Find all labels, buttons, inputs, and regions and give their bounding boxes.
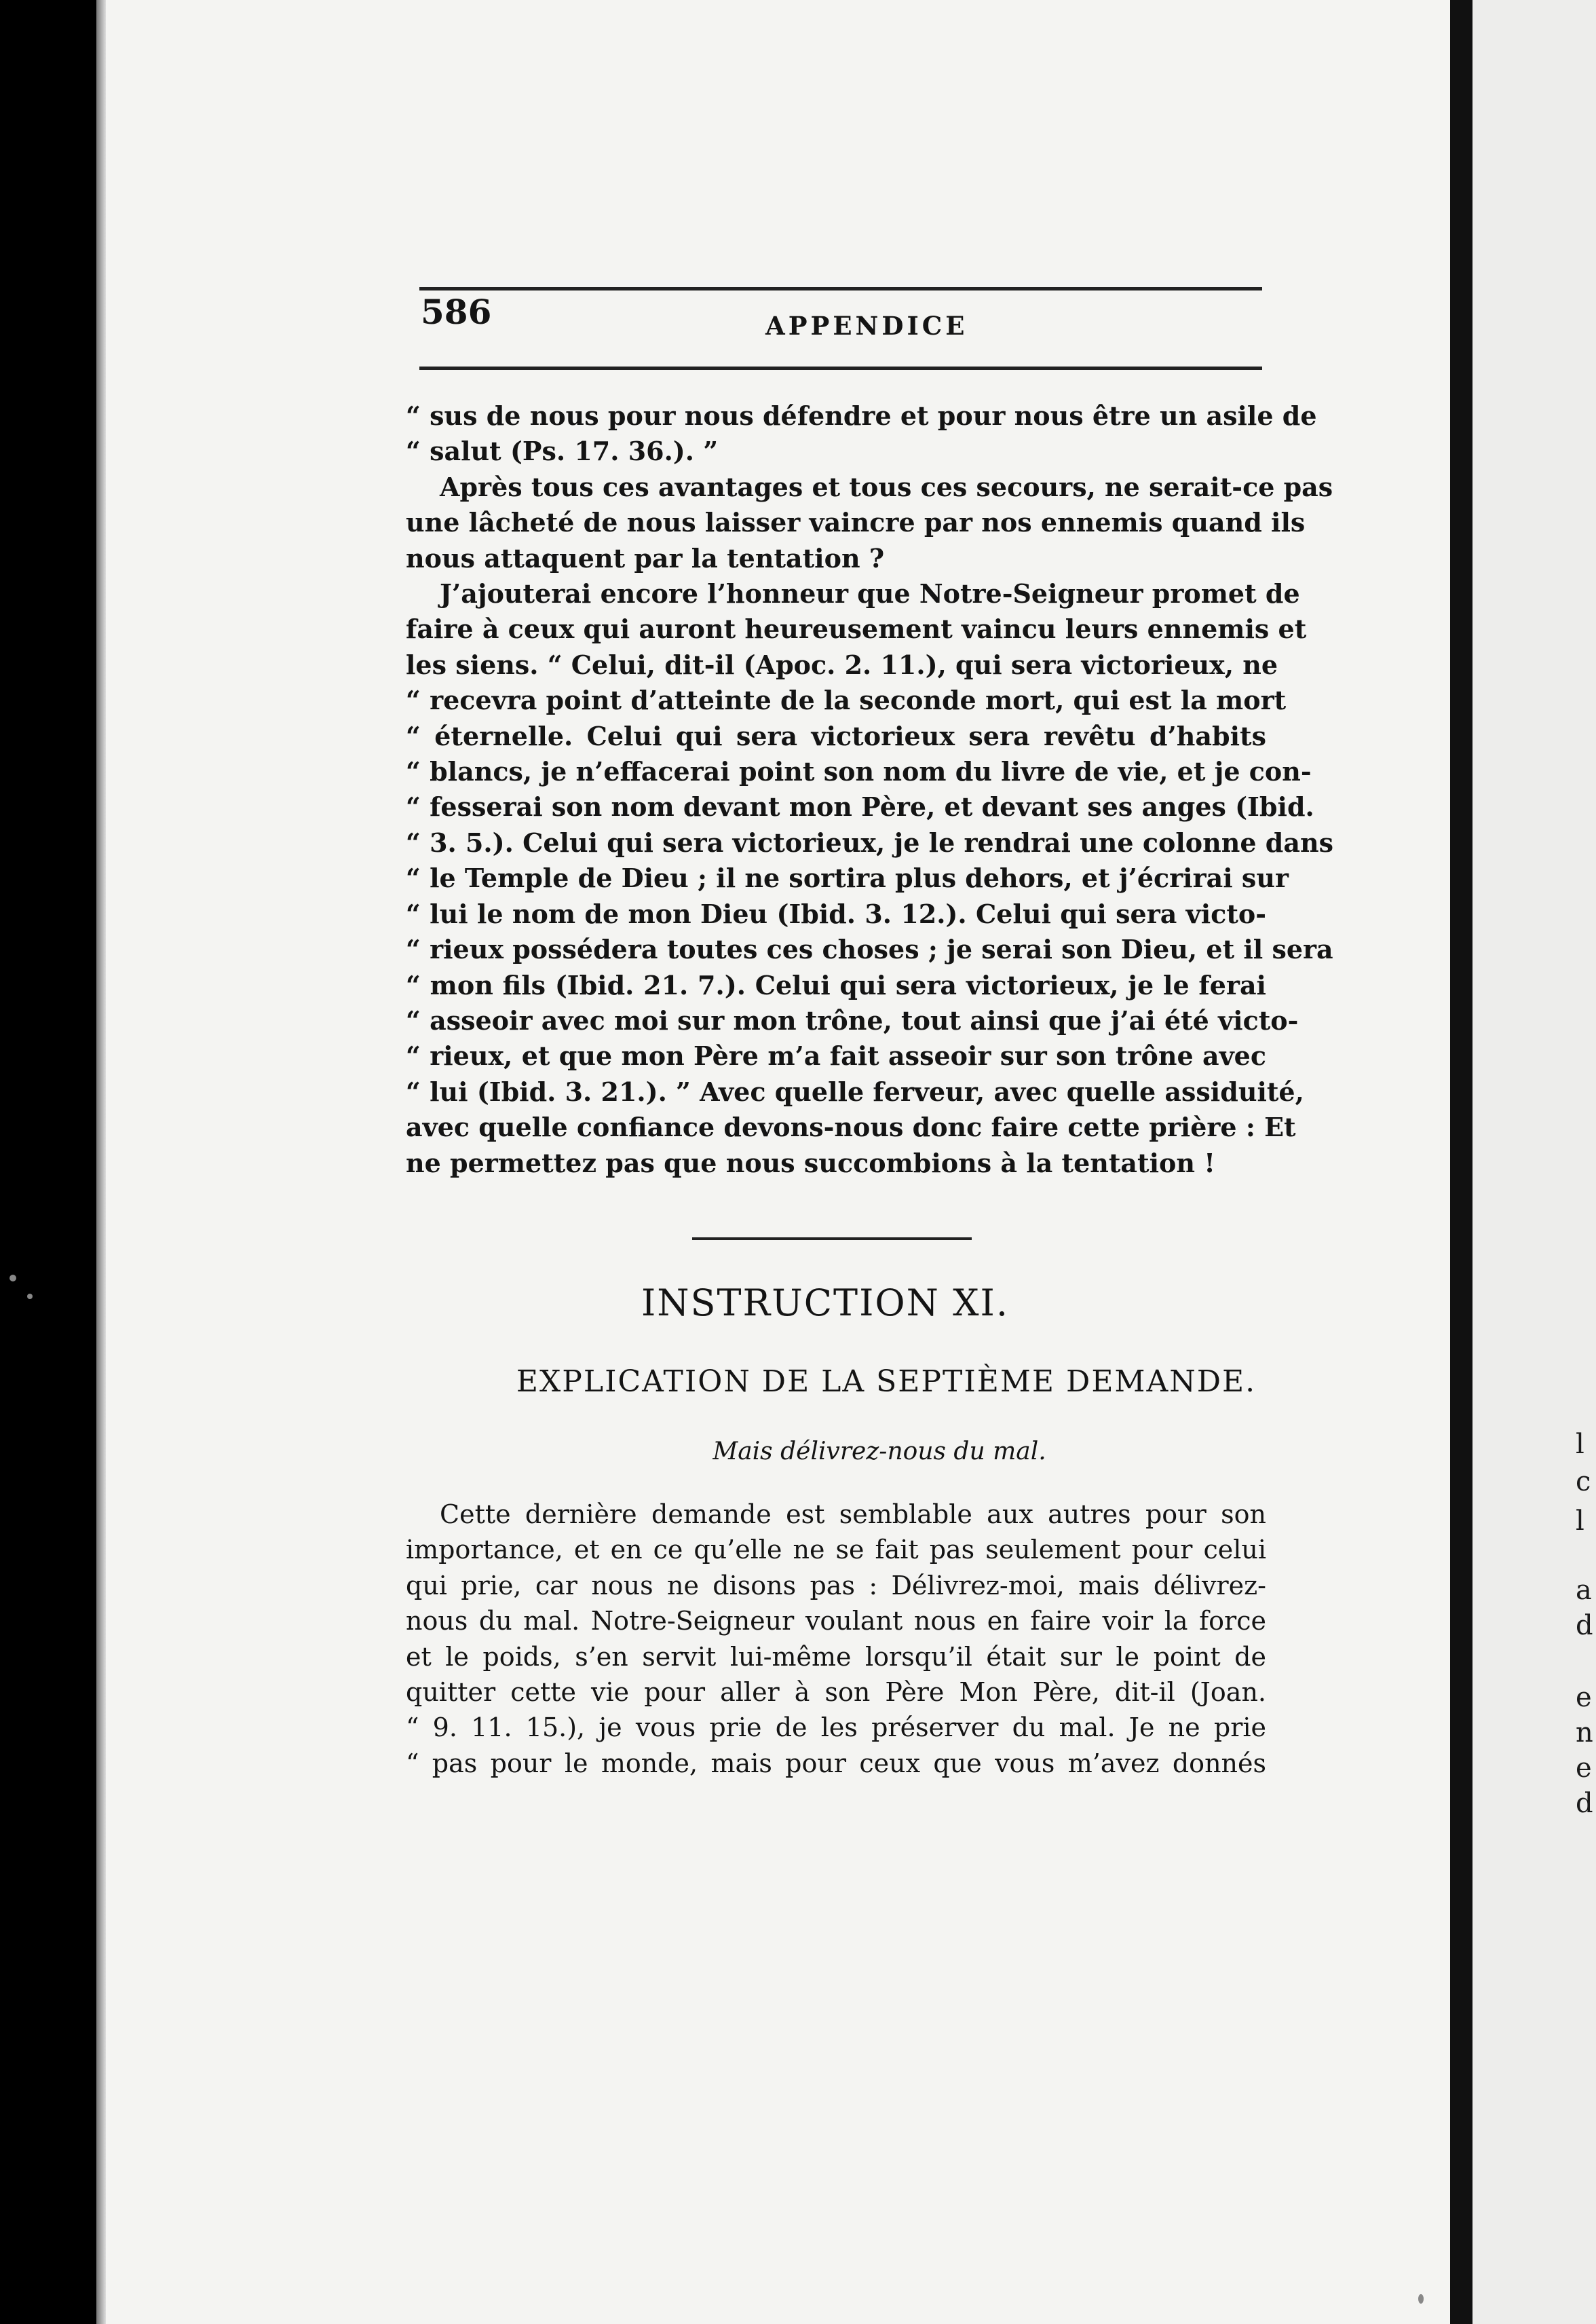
text-line: Cette dernière demande est semblable aux autres pour son [440, 1499, 1266, 1529]
text-line: “ salut (Ps. 17. 36.). ” [406, 436, 719, 467]
upper-paragraphs [406, 398, 1333, 1181]
text-line: “ recevra point d’atteinte de la seconde mort, qui est la mort [406, 685, 1287, 716]
adjacent-page-edge [1472, 0, 1596, 2324]
text-line: “ asseoir avec moi sur mon trône, tout ainsi que j’ai été victo- [406, 1005, 1299, 1036]
text-line: “ rieux possédera toutes ces choses ; je serai son Dieu, et il sera [406, 934, 1333, 965]
adjacent-page-fragment: e [1576, 1682, 1592, 1713]
text-line: “ blancs, je n’effacerai point son nom du livre de vie, et je con- [406, 756, 1312, 787]
adjacent-page-fragment: a [1576, 1575, 1592, 1606]
text-line: les siens. “ Celui, dit-il (Apoc. 2. 11.), qui sera victorieux, ne [406, 649, 1278, 680]
page-edge-shadow [96, 0, 106, 2324]
text-line: faire à ceux qui auront heureusement vaincu leurs ennemis et [406, 614, 1307, 645]
text-line: avec quelle confiance devons-nous donc faire cette prière : Et [406, 1112, 1296, 1143]
text-line: “ rieux, et que mon Père m’a fait asseoir sur son trône avec [406, 1041, 1266, 1072]
text-line: qui prie, car nous ne disons pas : Délivrez-moi, mais délivrez- [406, 1570, 1266, 1600]
scan-speck [1418, 2294, 1424, 2304]
adjacent-page-fragment: n [1576, 1717, 1593, 1748]
lower-paragraphs [406, 1497, 1266, 1781]
text-line: une lâcheté de nous laisser vaincre par nos ennemis quand ils [406, 507, 1306, 538]
text-line: “ pas pour le monde, mais pour ceux que vous m’avez donnés [406, 1748, 1266, 1778]
text-line: ne permettez pas que nous succombions à la tentation ! [406, 1147, 1215, 1178]
text-line: nous du mal. Notre-Seigneur voulant nous en faire voir la force [406, 1606, 1266, 1636]
text-line: “ éternelle. Celui qui sera victorieux sera revêtu d’habits [406, 720, 1266, 751]
text-line: “ 3. 5.). Celui qui sera victorieux, je le rendrai une colonne dans [406, 827, 1333, 858]
text-line: “ 9. 11. 15.), je vous prie de les préserver du mal. Je ne prie [406, 1712, 1266, 1743]
instruction-subtitle: EXPLICATION DE LA SEPTIÈME DEMANDE. [516, 1364, 1257, 1399]
adjacent-page-fragment: d [1576, 1610, 1593, 1641]
text-line: “ le Temple de Dieu ; il ne sortira plus dehors, et j’écrirai sur [406, 863, 1289, 894]
scan-speck [27, 1294, 33, 1299]
text-line: “ mon fils (Ibid. 21. 7.). Celui qui sera victorieux, je le ferai [406, 969, 1266, 1000]
running-head: APPENDICE [765, 311, 968, 341]
adjacent-page-fragment: e [1576, 1753, 1592, 1784]
text-line: et le poids, s’en servit lui-même lorsqu’il était sur le point de [406, 1641, 1266, 1672]
text-line: “ sus de nous pour nous défendre et pour nous être un asile de [406, 400, 1317, 431]
text-line: “ lui (Ibid. 3. 21.). ” Avec quelle ferveur, avec quelle assiduité, [406, 1076, 1304, 1107]
adjacent-page-fragment: d [1576, 1788, 1593, 1819]
adjacent-page-fragment: l [1576, 1429, 1584, 1460]
instruction-title: INSTRUCTION XI. [641, 1281, 1010, 1324]
adjacent-page-fragment: l [1576, 1505, 1584, 1537]
text-line: “ lui le nom de mon Dieu (Ibid. 3. 12.). Celui qui sera victo- [406, 898, 1266, 929]
scan-speck [10, 1275, 16, 1281]
section-separator [692, 1237, 972, 1240]
adjacent-page-fragment: c [1576, 1466, 1591, 1497]
text-line: Après tous ces avantages et tous ces secours, ne serait-ce pas [440, 471, 1333, 502]
header-bottom-rule [419, 367, 1262, 370]
instruction-epigraph: Mais délivrez-nous du mal. [712, 1438, 1046, 1465]
text-line: J’ajouterai encore l’honneur que Notre-Seigneur promet de [440, 578, 1300, 610]
text-line: importance, et en ce qu’elle ne se fait pas seulement pour celui [406, 1535, 1266, 1565]
text-line: quitter cette vie pour aller à son Père Mon Père, dit-il (Joan. [406, 1677, 1266, 1708]
book-gutter [1450, 0, 1472, 2324]
text-line: “ fesserai son nom devant mon Père, et devant ses anges (Ibid. [406, 791, 1314, 823]
page-number: 586 [421, 292, 492, 332]
header-top-rule [419, 287, 1262, 290]
text-line: nous attaquent par la tentation ? [406, 542, 885, 574]
